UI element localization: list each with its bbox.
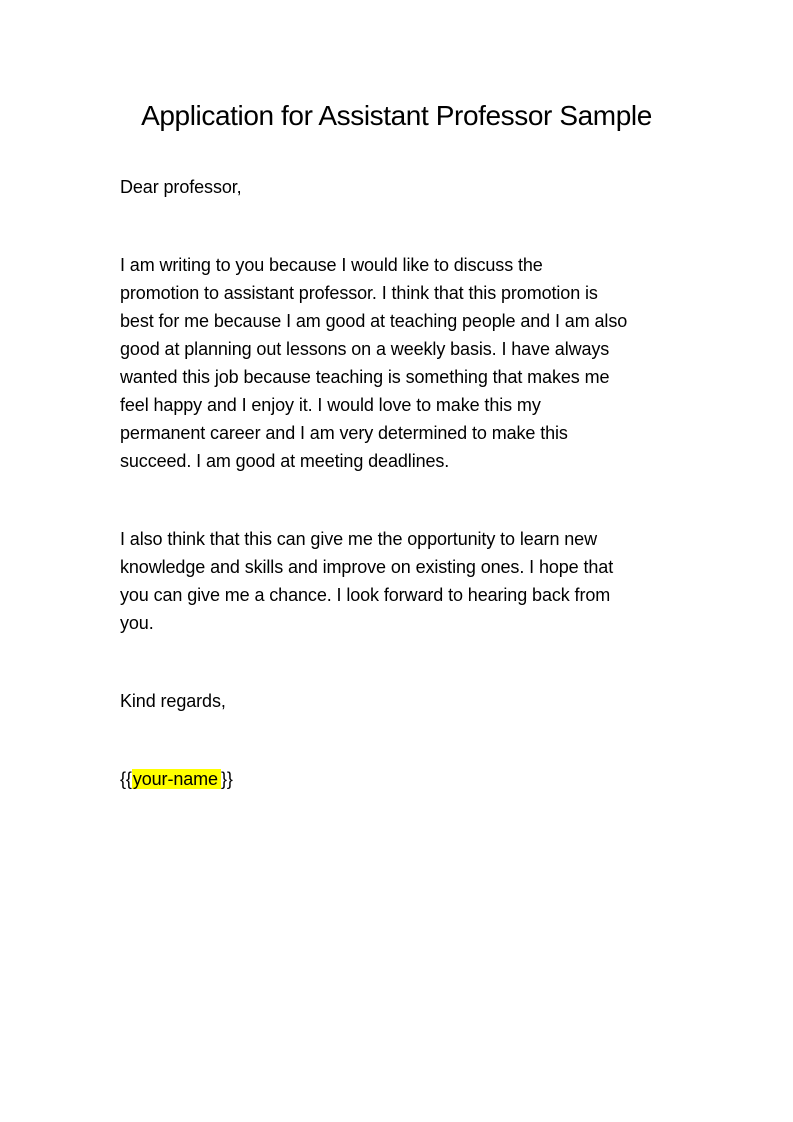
paragraph-line: succeed. I am good at meeting deadlines. (120, 451, 450, 471)
document-title: Application for Assistant Professor Sample (141, 100, 652, 131)
paragraph-line: promotion to assistant professor. I think that this promotion is (120, 283, 598, 303)
paragraph-line: permanent career and I am very determined to make this (120, 423, 568, 443)
paragraph-line: you. (120, 613, 154, 633)
closing: Kind regards, (120, 691, 226, 711)
paragraph-line: feel happy and I enjoy it. I would love to make this my (120, 395, 541, 415)
paragraph-line: I am writing to you because I would like to discuss the (120, 255, 543, 275)
signature-placeholder: your-name (132, 769, 221, 789)
signature-close-braces: }} (220, 769, 233, 789)
paragraph-line: knowledge and skills and improve on existing ones. I hope that (120, 557, 614, 577)
paragraph-line: best for me because I am good at teaching people and I am also (120, 311, 628, 331)
signature-line (120, 765, 680, 793)
paragraph-line: wanted this job because teaching is something that makes me (120, 367, 610, 387)
signature-open-braces: {{ (120, 769, 132, 789)
salutation: Dear professor, (120, 177, 242, 197)
paragraph-2 (120, 525, 680, 637)
paragraph-line: you can give me a chance. I look forward to hearing back from (120, 585, 611, 605)
paragraph-1 (120, 251, 680, 475)
paragraph-line: good at planning out lessons on a weekly basis. I have always (120, 339, 610, 359)
paragraph-line: I also think that this can give me the opportunity to learn new (120, 529, 597, 549)
